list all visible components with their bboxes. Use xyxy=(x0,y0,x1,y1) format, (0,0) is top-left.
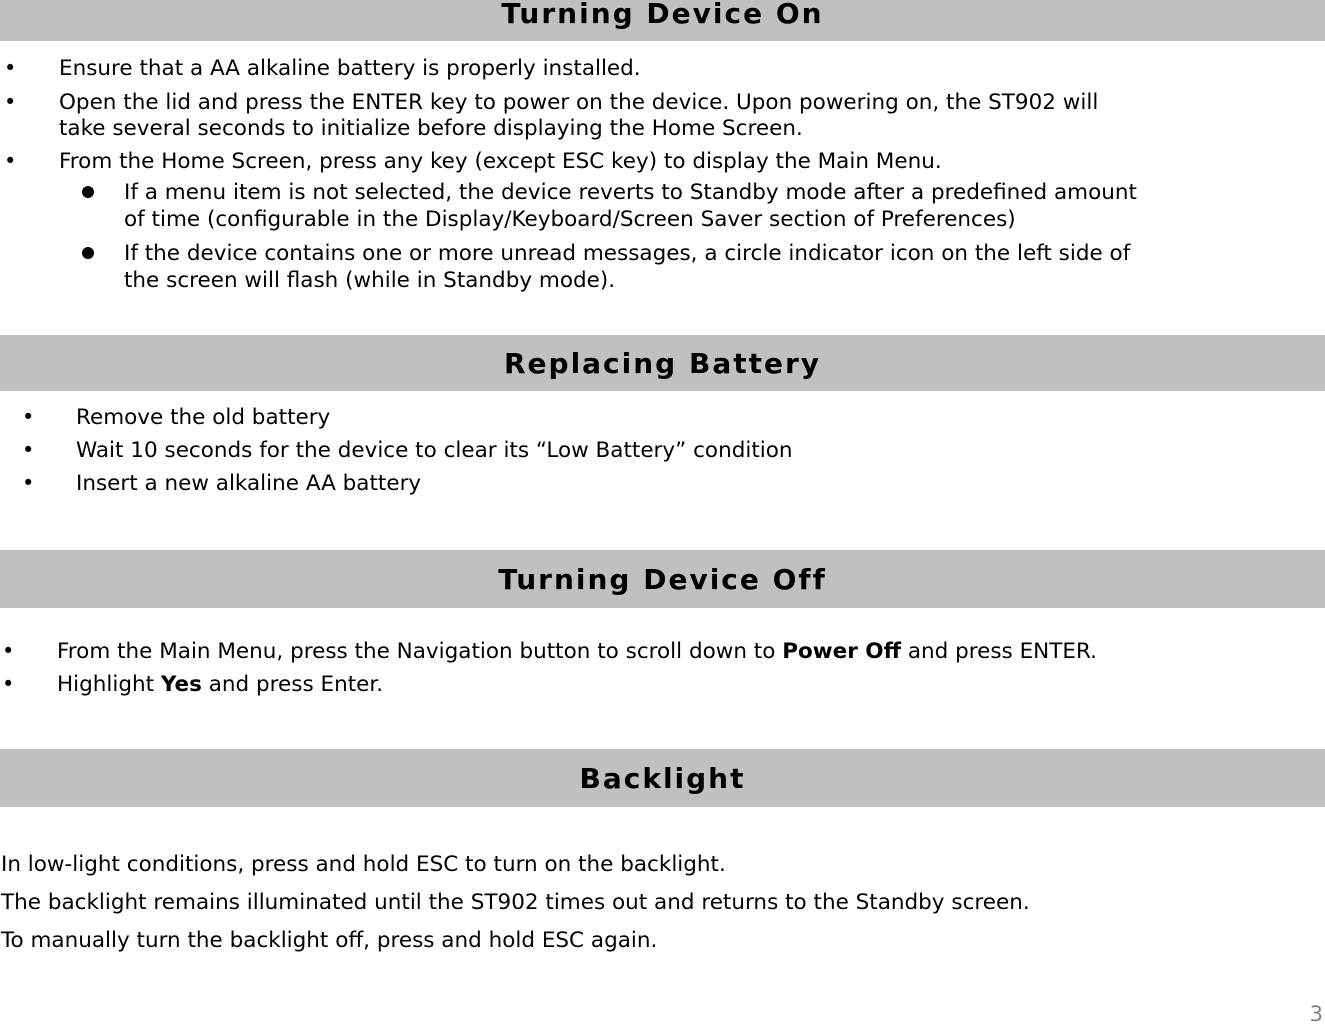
section-header-replacing-battery xyxy=(0,335,1325,391)
filled-circle-bullet-icon xyxy=(82,186,94,198)
section-header-turning-device-on xyxy=(0,0,1325,41)
section-header-backlight xyxy=(0,749,1325,807)
list-item: Wait 10 seconds for the device to clear its “Low Battery” condition xyxy=(76,438,793,463)
bullet-icon: • xyxy=(22,405,35,429)
paragraph-line: The backlight remains illuminated until the ST902 times out and returns to the Standby screen. xyxy=(1,890,1030,915)
list-item xyxy=(57,670,383,699)
paragraph-line: In low-light conditions, press and hold ESC to turn on the backlight. xyxy=(1,852,726,877)
section-header-turning-device-off xyxy=(0,550,1325,608)
item-text: From the Main Menu, press the Navigation button to scroll down to xyxy=(57,639,783,664)
list-item xyxy=(57,637,1097,666)
bullet-icon: • xyxy=(4,56,17,80)
section-title: Replacing Battery xyxy=(503,346,822,380)
section-title: Backlight xyxy=(579,761,746,795)
bullet-icon: • xyxy=(22,471,35,495)
item-text: and press ENTER. xyxy=(901,639,1097,664)
yes-label: Yes xyxy=(160,672,202,697)
list-item: Remove the old battery xyxy=(76,405,331,430)
list-item: From the Home Screen, press any key (except ESC key) to display the Main Menu. xyxy=(59,149,942,174)
item-text: Highlight xyxy=(57,672,161,697)
sub-list-item-continuation: of time (configurable in the Display/Keyboard/Screen Saver section of Preferences) xyxy=(124,207,1016,232)
bullet-icon: • xyxy=(2,639,15,663)
bullet-icon: • xyxy=(22,438,35,462)
sub-list-item: If the device contains one or more unread messages, a circle indicator icon on the left side of xyxy=(124,241,1131,266)
list-item: Open the lid and press the ENTER key to power on the device. Upon powering on, the ST902 will xyxy=(59,90,1099,115)
bullet-icon: • xyxy=(2,672,15,696)
section-title: Turning Device Off xyxy=(498,562,827,596)
list-item-continuation: take several seconds to initialize before displaying the Home Screen. xyxy=(59,116,803,141)
list-item: Insert a new alkaline AA battery xyxy=(76,471,422,496)
page-number: 3 xyxy=(1309,1002,1323,1026)
power-off-label: Power Off xyxy=(782,639,901,664)
paragraph-line: To manually turn the backlight off, press and hold ESC again. xyxy=(1,928,658,953)
sub-list-item-continuation: the screen will flash (while in Standby mode). xyxy=(124,268,616,293)
sub-list-item: If a menu item is not selected, the device reverts to Standby mode after a predefined amount xyxy=(124,180,1137,205)
list-item: Ensure that a AA alkaline battery is properly installed. xyxy=(59,56,641,81)
bullet-icon: • xyxy=(4,90,17,114)
item-text: and press Enter. xyxy=(201,672,384,697)
section-title: Turning Device On xyxy=(501,0,824,30)
bullet-icon: • xyxy=(4,149,17,173)
filled-circle-bullet-icon xyxy=(82,247,94,259)
